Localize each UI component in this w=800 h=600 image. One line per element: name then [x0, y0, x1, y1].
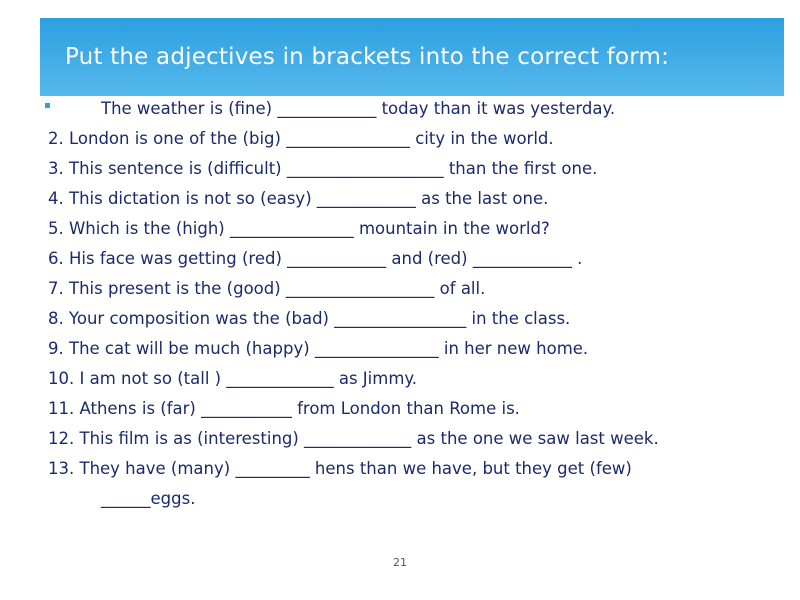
- exercise-item: 3. This sentence is (difficult) ___________________ than the first one.: [48, 159, 598, 178]
- exercise-list: [48, 94, 784, 514]
- exercise-item: 4. This dictation is not so (easy) ____________ as the last one.: [48, 189, 549, 208]
- exercise-item: 11. Athens is (far) ___________ from London than Rome is.: [48, 399, 520, 418]
- bullet-marker: ▪: [44, 100, 51, 111]
- exercise-item: The weather is (fine) ____________ today than it was yesterday.: [101, 99, 616, 118]
- exercise-item: [48, 454, 784, 514]
- exercise-item: 9. The cat will be much (happy) _______________ in her new home.: [48, 339, 589, 358]
- exercise-item: 8. Your composition was the (bad) ________________ in the class.: [48, 309, 571, 328]
- exercise-item: 2. London is one of the (big) _______________ city in the world.: [48, 129, 554, 148]
- exercise-item: 6. His face was getting (red) ____________ and (red) ____________ .: [48, 249, 583, 268]
- exercise-item: 10. I am not so (tall ) _____________ as Jimmy.: [48, 369, 418, 388]
- exercise-item-continuation: ______eggs.: [101, 489, 196, 508]
- exercise-item: 5. Which is the (high) _______________ mountain in the world?: [48, 219, 550, 238]
- exercise-item: 7. This present is the (good) __________________ of all.: [48, 279, 486, 298]
- slide-title: Put the adjectives in brackets into the correct form:: [65, 44, 670, 70]
- exercise-item-line: 13. They have (many) _________ hens than we have, but they get (few): [48, 459, 632, 478]
- exercise-item: 12. This film is as (interesting) _____________ as the one we saw last week.: [48, 429, 659, 448]
- page-number: 21: [393, 556, 407, 569]
